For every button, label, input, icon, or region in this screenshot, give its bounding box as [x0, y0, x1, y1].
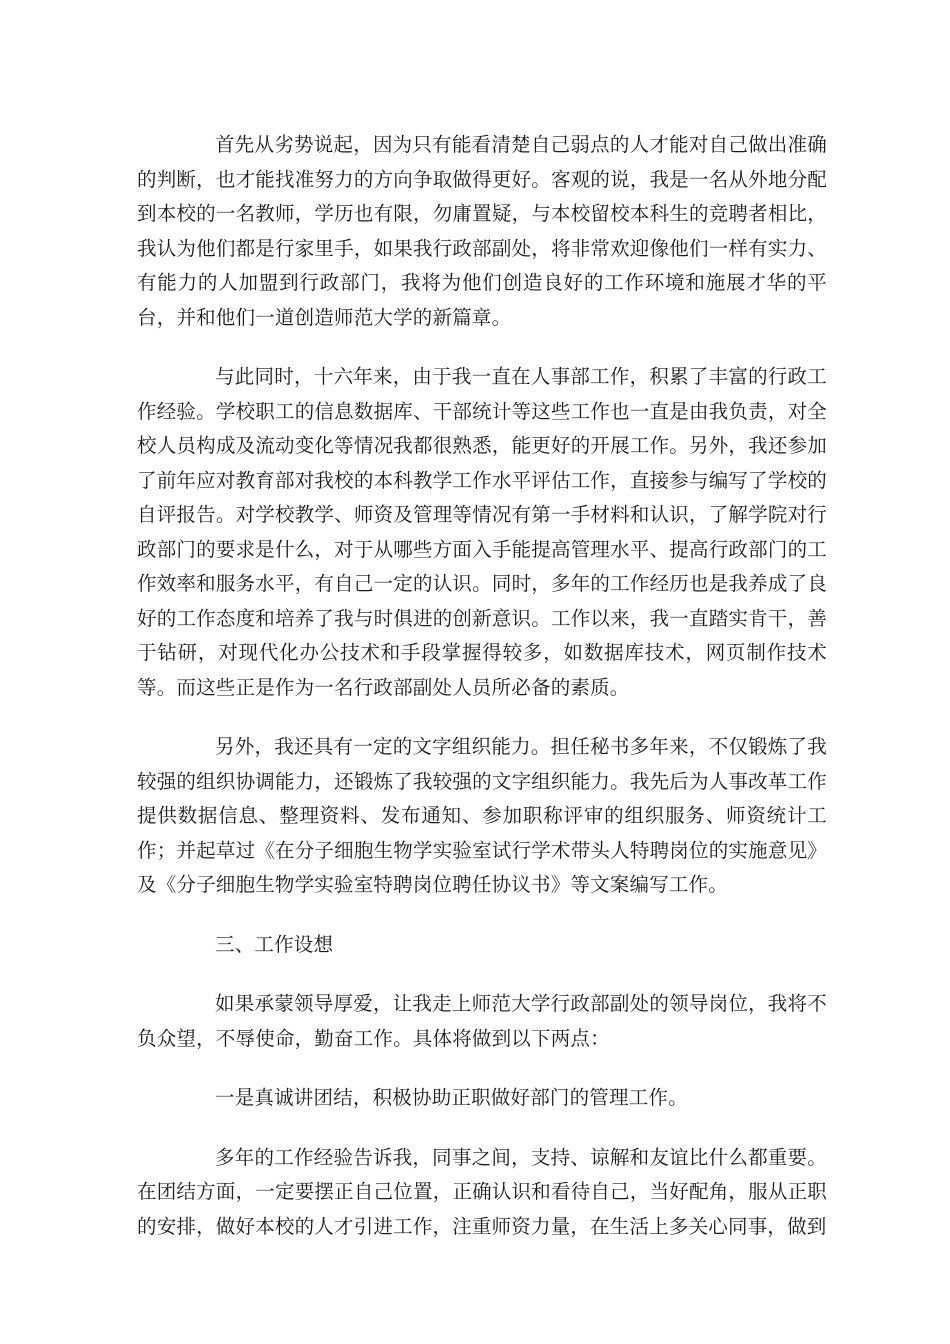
- paragraph-point-one: 一是真诚讲团结，积极协助正职做好部门的管理工作。: [215, 1086, 688, 1109]
- paragraph-unity: 多年的工作经验告诉我，同事之间，支持、谅解和友谊比什么都重要。在团结方面，一定要摆正自己位置，正确认识和看待自己，当好配角，服从正职的安排，做好本校的人才引进工作，注重师资力量，在生活上多关心同事，做到: [137, 1145, 827, 1238]
- paragraph-writing-ability: 另外，我还具有一定的文字组织能力。担任秘书多年来，不仅锻炼了我较强的组织协调能力，还锻炼了我较强的文字组织能力。我先后为人事改革工作提供数据信息、整理资料、发布通知、参加职称评审的组织服务、师资统计工作；并起草过《在分子细胞生物学实验室试行学术带头人特聘岗位的实施意见》及《分子细胞生物学实验室特聘岗位聘任协议书》等文案编写工作。: [137, 735, 827, 896]
- section-heading-work-plan: 三、工作设想: [215, 932, 334, 956]
- document-body: [137, 128, 827, 1269]
- paragraph-experience: 与此同时，十六年来，由于我一直在人事部工作，积累了丰富的行政工作经验。学校职工的信息数据库、干部统计等这些工作也一直是由我负责，对全校人员构成及流动变化等情况我都很熟悉，能更好的开展工作。另外，我还参加了前年应对教育部对我校的本科教学工作水平评估工作，直接参与编写了学校的自评报告。对学校教学、师资及管理等情况有第一手材料和认识，了解学院对行政部门的要求是什么，对于从哪些方面入手能提高管理水平、提高行政部门的工作效率和服务水平，有自己一定的认识。同时，多年的工作经历也是我养成了良好的工作态度和培养了我与时俱进的创新意识。工作以来，我一直踏实肯干，善于钻研，对现代化办公技术和手段掌握得较多，如数据库技术，网页制作技术等。而这些正是作为一名行政部副处人员所必备的素质。: [137, 365, 827, 699]
- paragraph-commitment: 如果承蒙领导厚爱，让我走上师范大学行政部副处的领导岗位，我将不负众望，不辱使命，勤奋工作。具体将做到以下两点：: [137, 992, 827, 1050]
- paragraph-weaknesses: 首先从劣势说起，因为只有能看清楚自己弱点的人才能对自己做出准确的判断，也才能找准努力的方向争取做得更好。客观的说，我是一名从外地分配到本校的一名教师，学历也有限，勿庸置疑，与本校留校本科生的竞聘者相比，我认为他们都是行家里手，如果我行政部副处，将非常欢迎像他们一样有实力、有能力的人加盟到行政部门，我将为他们创造良好的工作环境和施展才华的平台，并和他们一道创造师范大学的新篇章。: [137, 133, 827, 329]
